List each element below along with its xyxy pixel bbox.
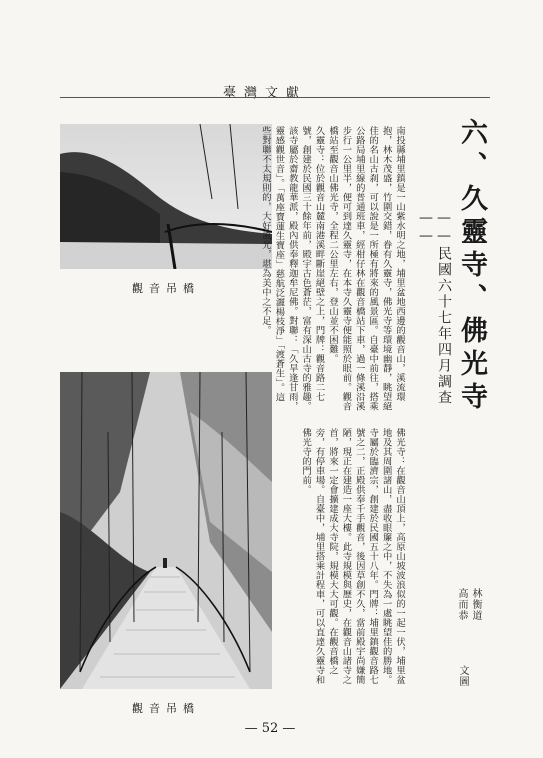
figure-caption-top: 觀音吊橋 xyxy=(132,282,200,295)
header-rule xyxy=(60,97,490,98)
bridge-photo-top xyxy=(60,124,272,269)
author-names xyxy=(454,588,482,621)
figure-caption-bottom: 觀音吊橋 xyxy=(132,702,200,715)
author-role: 文圖 xyxy=(457,665,468,687)
paragraph-1: 南投縣埔里鎮是一山紫水明之地，埔里盆地西邊的觀音山，溪流環抱，林木茂盛，竹圍交錯，眷有久靈寺，佛光寺等環境幽靜，眺望絕佳的名山古刹，可以說是一所極有將來的風景區。自臺中前往，搭乘公路局埔里線的普通班車，經柑仔林在觀音橋站下車，過一條溪沿溪步行一公里半，便可到達久靈寺，在本寺久靈寺便能照於眼前。觀音橋站至觀音山佛光寺，全程二公里左右，登山並不困難。 xyxy=(326,126,405,411)
bridge-photo-bottom xyxy=(60,372,272,689)
page-number: — 52 — xyxy=(244,721,296,736)
bridge-photo-bottom-image xyxy=(60,372,272,689)
journal-header: 臺灣文獻 xyxy=(222,86,307,101)
paragraph-2: 久靈寺：位於觀音山麓南港溪畔斷崖絕壁之上，門牌：觀音路二七號，創建於民國三十餘年前，殿宇古色蒼茫，富有深山古寺的雅趣。該寺屬於齋教龍華派，殿內供奉釋迦牟尼佛。對聯：「久旱逢甘雨，靈感觀世音」。「萬座寶蓮生寶座」慈航泛灑楊枝淨」「渡蒼生」。這些對聯不太規則的，大好風光，堪為美中之不足。 xyxy=(259,126,325,411)
article-title: 六、久靈寺、佛光寺 xyxy=(456,118,487,415)
author-2: 高而恭 xyxy=(456,588,467,621)
paragraph-3: 佛光寺：在觀音山頂上，高原山坡波浪似的一起一伏，埔里盆地及其周圍諸山，盡收眼簾之中，不失為一處眺望佳的勝地。寺屬於臨濟宗，創建於民國五十八年。門牌：埔里鎮觀音路七號之二，正殿供奉千手觀音，後因草創不久，當前殿宇尚嫌簡陋，現正在建造一座大樓。此寺規模與歷史，在觀音山諸寺之首，將來一定會擴建成大寺院，規模大大可觀。在觀音橋之旁，有停車場。自臺中，埔里搭乘計程車，可以直達久靈寺和佛光寺的門前。 xyxy=(300,428,405,685)
author-1: 林衡道 xyxy=(470,588,481,621)
article-body-lower xyxy=(261,428,406,693)
article-subtitle: ——民國六十七年四月調查—— xyxy=(418,210,452,406)
bridge-photo-top-image xyxy=(60,124,272,269)
article-body-upper xyxy=(259,126,406,411)
